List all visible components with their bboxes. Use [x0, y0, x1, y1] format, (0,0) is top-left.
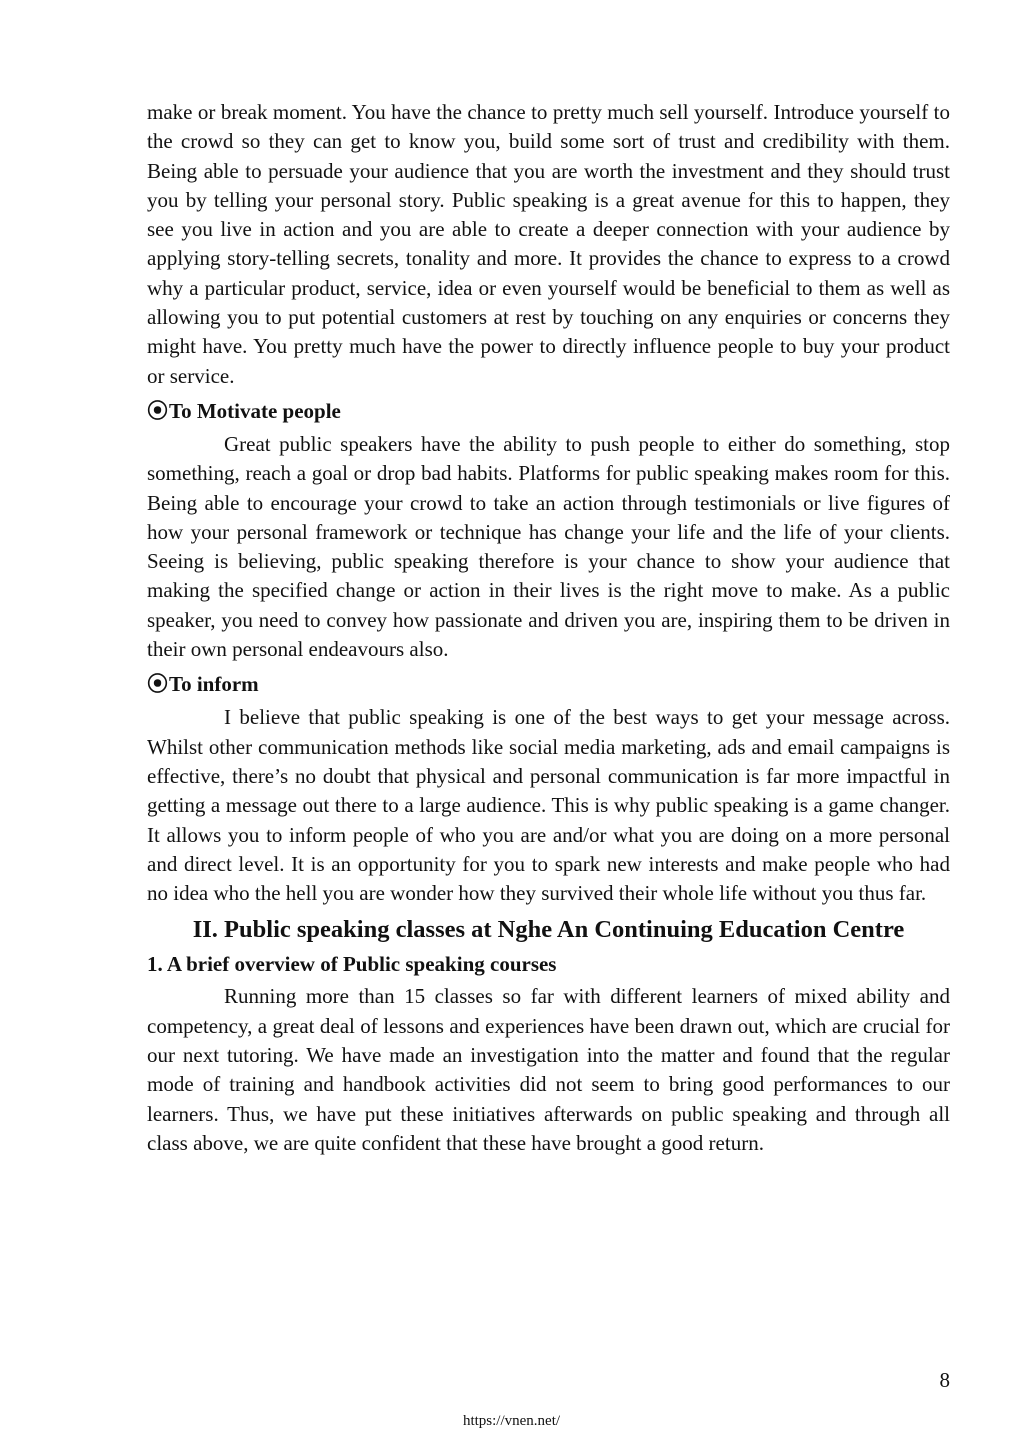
section-heading: II. Public speaking classes at Nghe An Continuing Education Centre	[192, 916, 905, 944]
footer-url: https://vnen.net/	[462, 1413, 561, 1429]
heading-inform	[147, 670, 950, 698]
bullet-circle-icon: ⦿	[147, 398, 168, 423]
motivate-paragraph: Great public speakers have the ability to push people to either do something, stop something, reach a goal or drop bad habits. Platforms for public speaking makes room for this. Being able to encourage your crowd to take an action through testimonials or live figures of how your personal framework or technique has change your life and the life of your clients. Seeing is believing, public speaking therefore is your chance to show your audience that making the specified change or action in their lives is the right move to make. As a public speaker, you need to convey how passionate and driven you are, inspiring them to be driven in their own personal endeavours also.	[147, 431, 950, 662]
bullet-circle-icon: ⦿	[147, 672, 168, 697]
page-content	[147, 98, 950, 1158]
heading-inform-text: To inform	[169, 672, 259, 697]
inform-paragraph: I believe that public speaking is one of the best ways to get your message across. Whilst other communication methods like social media marketing, ads and email campaigns is effective, there’s no doubt that physical and personal communication is far more impactful in getting a message out there to a large audience. This is why public speaking is a game changer. It allows you to inform people of who you are and/or what you are doing on a more personal and direct level. It is an opportunity for you to spark new interests and make people who had no idea who the hell you are wonder how they survived their whole life without you thus far.	[147, 705, 950, 906]
page-number: 8	[939, 1368, 950, 1392]
heading-motivate-text: To Motivate people	[169, 398, 341, 423]
heading-motivate	[147, 397, 950, 425]
intro-paragraph: make or break moment. You have the chance to pretty much sell yourself. Introduce yourself to the crowd so they can get to know you, build some sort of trust and credibility with them. Being able to persuade your audience that you are worth the investment and they should trust you by telling your personal story. Public speaking is a great avenue for this to happen, they see you live in action and you are able to create a deeper connection with your audience by applying story-telling secrets, tonality and more. It provides the chance to express to a crowd why a particular product, service, idea or even yourself would be beneficial to them as well as allowing you to put potential customers at rest by touching on any enquiries or concerns they might have. You pretty much have the power to directly influence people to buy your product or service.	[147, 100, 950, 388]
subsection-heading: 1. A brief overview of Public speaking courses	[147, 952, 557, 977]
overview-paragraph: Running more than 15 classes so far with different learners of mixed ability and competency, a great deal of lessons and experiences have been drawn out, which are crucial for our next tutoring. We have made an investigation into the matter and found that the regular mode of training and handbook activities did not seem to bring good performances to our learners. Thus, we have put these initiatives afterwards on public speaking and through all class above, we are quite confident that these have brought a good return.	[147, 984, 950, 1155]
